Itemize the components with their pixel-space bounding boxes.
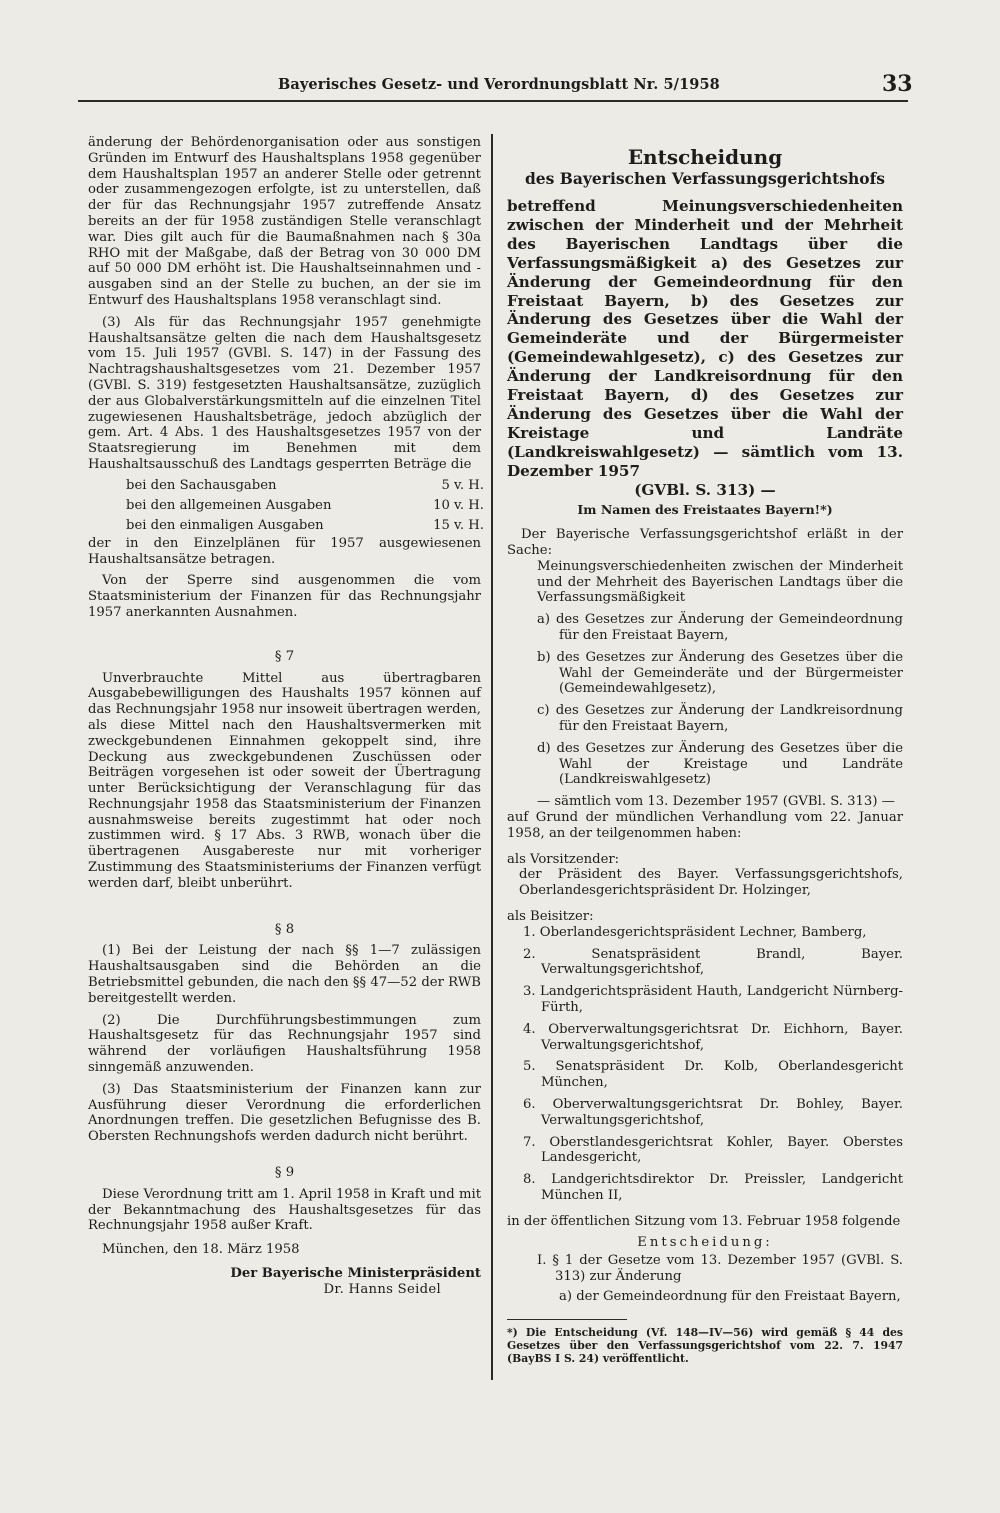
session-text: in der öffentlichen Sitzung vom 13. Februar 1958 folgende <box>507 1213 901 1229</box>
rate-label: bei den einmaligen Ausgaben <box>126 517 324 533</box>
matter-text: Meinungsverschiedenheiten zwischen der Minderheit und der Mehrheit des Bayerischen Landtags über die Verfassungsmäßigkeit <box>537 558 903 606</box>
assessor-item: 5. Senatspräsident Dr. Kolb, Oberlandesgericht München, <box>523 1059 903 1091</box>
signer-name: Dr. Hanns Seidel <box>323 1281 441 1297</box>
signer-role: Der Bayerische Ministerpräsident <box>230 1266 481 1282</box>
rate-row <box>126 516 484 536</box>
rate-value: 10 v. H. <box>433 497 484 513</box>
column-divider <box>491 134 493 1380</box>
rate-value: 5 v. H. <box>441 477 484 493</box>
matter-item: b) des Gesetzes zur Änderung des Gesetzes über die Wahl der Gemeinderäte und der Bürgermeister (Gemeindewahlgesetz), <box>537 649 903 697</box>
section-7-heading: § 7 <box>274 648 295 664</box>
paragraph-continuation: änderung der Behördenorganisation oder aus sonstigen Gründen im Entwurf des Haushaltsplans 1958 gegenüber dem Haushaltsplan 1957 an anderer Stelle oder getrennt oder zusammengezogen erfolgte, ist zu unterstellen, daß der für das Rechnungsjahr 1957 zutreffende Ansatz bereits an der für 1958 zuständigen Stelle veranschlagt war. Dies gilt auch für die Baumaßnahmen nach § 30a RHO mit der Maßgabe, daß der Betrag von 30 000 DM auf 50 000 DM erhöht ist. Die Haushaltseinnahmen und -ausgaben sind an der Stelle zu buchen, an der sie im Entwurf des Haushaltsplans 1958 veranschlagt sind. <box>88 135 481 308</box>
decision-point-1a: a) der Gemeindeordnung für den Freistaat Bayern, <box>559 1288 901 1304</box>
matter-item: d) des Gesetzes zur Änderung des Gesetzes über die Wahl der Kreistage und Landräte (Landkreiswahlgesetz) <box>537 740 903 788</box>
section-8-para-1: (1) Bei der Leistung der nach §§ 1—7 zulässigen Haushaltsausgaben sind die Behörden an die Betriebsmittel gebunden, die nach den §§ 47—52 der RWB bereitgestellt werden. <box>88 943 481 1006</box>
assessors-label: als Beisitzer: <box>507 909 594 925</box>
section-9-text: Diese Verordnung tritt am 1. April 1958 in Kraft und mit der Bekanntmachung des Haushaltsgesetzes für das Rechnungsjahr 1958 außer Kraft. <box>88 1186 481 1234</box>
assessor-item: 2. Senatspräsident Brandl, Bayer. Verwaltungsgerichtshof, <box>523 946 903 978</box>
matter-item: a) des Gesetzes zur Änderung der Gemeindeordnung für den Freistaat Bayern, <box>537 612 903 644</box>
page-number: 33 <box>882 71 913 97</box>
rate-row <box>126 496 484 516</box>
rates-table <box>126 476 484 536</box>
assessor-item: 4. Oberverwaltungsgerichtsrat Dr. Eichhorn, Bayer. Verwaltungsgerichtshof, <box>523 1021 903 1053</box>
paragraph-rates-tail: der in den Einzelplänen für 1957 ausgewiesenen Haushaltsansätze betragen. <box>88 535 481 567</box>
section-8-para-2: (2) Die Durchführungsbestimmungen zum Haushaltsgesetz für das Rechnungsjahr 1957 sind während der vorläufigen Haushaltsführung 1958 sinngemäß anzuwenden. <box>88 1012 481 1076</box>
rate-row <box>126 476 484 496</box>
assessor-item: 8. Landgerichtsdirektor Dr. Preissler, Landgericht München II, <box>523 1172 903 1203</box>
footnote-rule <box>507 1319 627 1320</box>
matter-item: c) des Gesetzes zur Änderung der Landkreisordnung für den Freistaat Bayern, <box>537 703 903 735</box>
assessor-item: 6. Oberverwaltungsgerichtsrat Dr. Bohley, Bayer. Verwaltungsgerichtshof, <box>523 1097 903 1128</box>
section-8-heading: § 8 <box>274 921 295 937</box>
left-column <box>88 135 484 1298</box>
footnote: *) Die Entscheidung (Vf. 148—IV—56) wird gemäß § 44 des Gesetzes über den Verfassungsgerichtshof vom 22. 7. 1947 (BayBS I S. 24) veröffentlicht. <box>507 1325 903 1365</box>
assessor-item: 7. Oberstlandesgerichtsrat Kohler, Bayer. Oberstes Landesgericht, <box>523 1134 903 1166</box>
intro-text: Der Bayerische Verfassungsgerichtshof erläßt in der Sache: <box>507 527 903 559</box>
section-8-para-3: (3) Das Staatsministerium der Finanzen kann zur Ausführung dieser Verordnung die erforderlichen Anordnungen treffen. Die gesetzlichen Befugnisse des B. Obersten Rechnungshofs werden dadurch nicht berührt. <box>88 1081 481 1145</box>
assessor-item: 1. Oberlandesgerichtspräsident Lechner, Bamberg, <box>523 924 867 940</box>
decision-subject: betreffend Meinungsverschiedenheiten zwischen der Minderheit und der Mehrheit des Bayerischen Landtags über die Verfassungsmäßigkeit a) des Gesetzes zur Änderung der Gemeindeordnung für den Freistaat Bayern, b) des Gesetzes zur Änderung des Gesetzes über die Wahl der Gemeinderäte und der Bürgermeister (Gemeindewahlgesetz), c) des Gesetzes zur Änderung der Landkreisordnung für den Freistaat Bayern, d) des Gesetzes zur Änderung des Gesetzes über die Wahl der Kreistage und Landräte (Landkreiswahlgesetz) — sämtlich vom 13. Dezember 1957 <box>507 197 903 480</box>
decision-label: Entscheidung: <box>637 1234 773 1250</box>
decision-point-1: I. § 1 der Gesetze vom 13. Dezember 1957 (GVBl. S. 313) zur Änderung <box>537 1253 903 1285</box>
running-header-title: Bayerisches Gesetz- und Verordnungsblatt Nr. 5/1958 <box>278 76 720 93</box>
right-column <box>507 145 903 1365</box>
decision-title: Entscheidung <box>627 145 783 169</box>
decision-subtitle: des Bayerischen Verfassungsgerichtshofs <box>524 169 886 188</box>
rate-value: 15 v. H. <box>433 517 484 533</box>
header-rule <box>78 100 908 102</box>
paragraph-exceptions: Von der Sperre sind ausgenommen die vom Staatsministerium der Finanzen für das Rechnungsjahr 1957 anerkannten Ausnahmen. <box>88 573 481 620</box>
assessor-item: 3. Landgerichtspräsident Hauth, Landgericht Nürnberg-Fürth, <box>523 984 903 1016</box>
hearing-text: auf Grund der mündlichen Verhandlung vom 22. Januar 1958, an der teilgenommen haben: <box>507 810 903 841</box>
rate-label: bei den Sachausgaben <box>126 477 277 493</box>
decision-subject-end: (GVBl. S. 313) — <box>634 480 776 499</box>
place-date: München, den 18. März 1958 <box>102 1242 300 1258</box>
rate-label: bei den allgemeinen Ausgaben <box>126 497 332 513</box>
chair-label: als Vorsitzender: <box>507 851 620 867</box>
in-the-name-of: Im Namen des Freistaates Bayern!*) <box>577 501 833 517</box>
section-9-heading: § 9 <box>274 1165 295 1181</box>
chair-text: der Präsident des Bayer. Verfassungsgerichtshofs, Oberlandesgerichtspräsident Dr. Holzinger, <box>519 867 903 899</box>
matter-dated: — sämtlich vom 13. Dezember 1957 (GVBl. S. 313) — <box>537 794 895 810</box>
section-7-text: Unverbrauchte Mittel aus übertragbaren Ausgabebewilligungen des Haushalts 1957 können auf das Rechnungsjahr 1958 nur insoweit übertragen werden, als diese Mittel nach den Haushaltsvermerken mit zweckgebundenen Einnahmen gekoppelt sind, ihre Deckung aus zweckgebundenen Zuschüssen oder Beiträgen vorgesehen ist oder soweit der Übertragung unter Berücksichtigung der Veranschlagung für das Rechnungsjahr 1958 das Staatsministerium der Finanzen ausnahmsweise bereits zugestimmt hat oder noch zustimmen wird. § 17 Abs. 3 RWB, wonach über die übertragenen Ausgabereste nur mit vorheriger Zustimmung des Staatsministeriums der Finanzen verfügt werden darf, bleibt unberührt. <box>88 670 481 891</box>
paragraph-3: (3) Als für das Rechnungsjahr 1957 genehmigte Haushaltsansätze gelten die nach dem Haushaltsgesetz vom 15. Juli 1957 (GVBl. S. 147) in der Fassung des Nachtragshaushaltsgesetzes vom 21. Dezember 1957 (GVBl. S. 319) festgesetzten Haushaltsansätze, zuzüglich der aus Globalverstärkungsmitteln auf die einzelnen Titel zugewiesenen Haushaltsbeträge, jedoch abzüglich der gem. Art. 4 Abs. 1 des Haushaltsgesetzes 1957 von der Staatsregierung im Benehmen mit dem Haushaltsausschuß des Landtags gesperrten Beträge die <box>88 314 481 472</box>
